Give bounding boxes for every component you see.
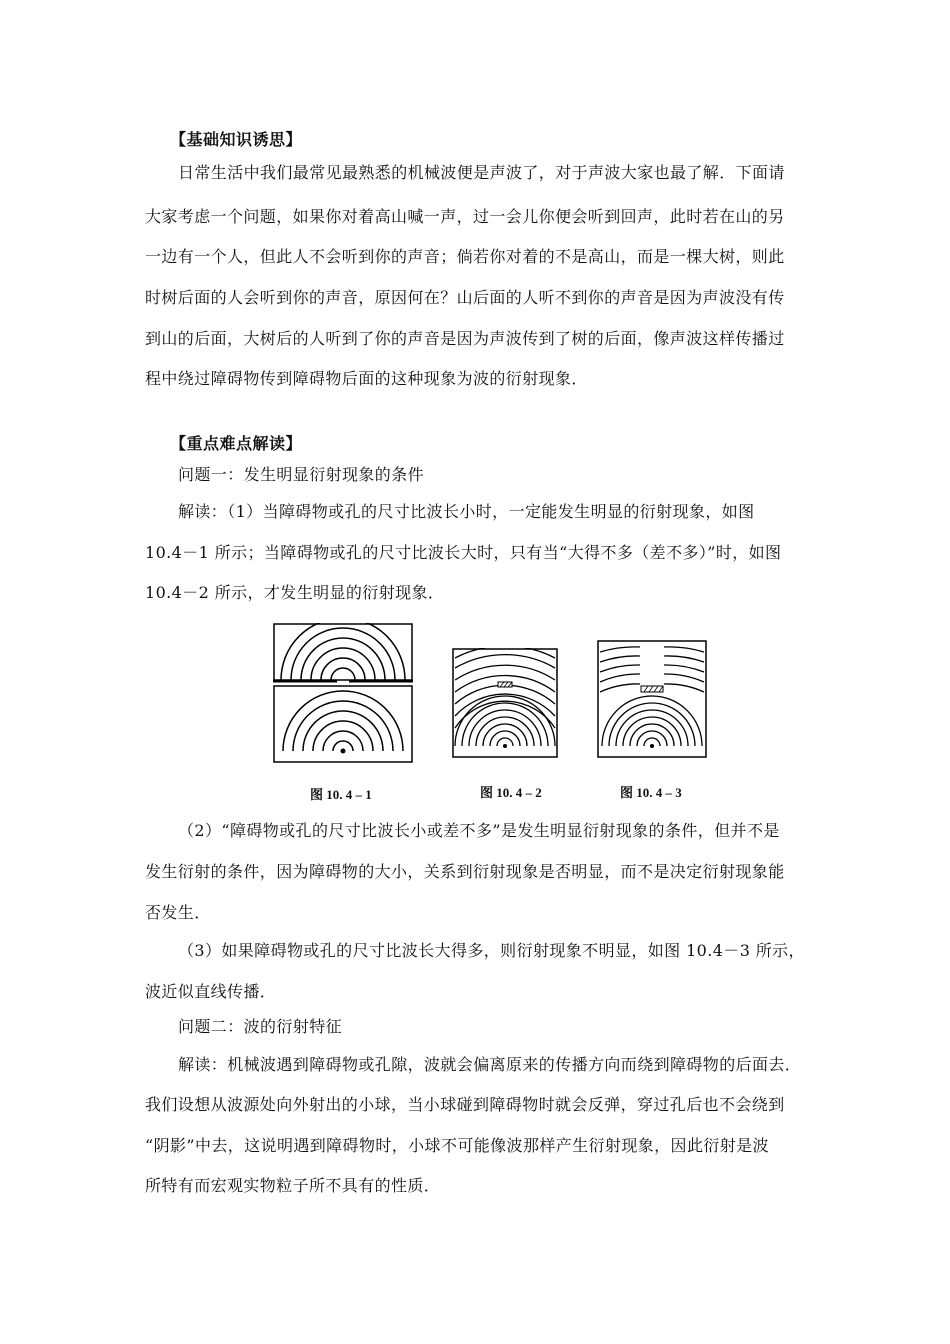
paragraph-line: 程中绕过障碍物传到障碍物后面的这种现象为波的衍射现象． xyxy=(145,369,588,388)
section-heading-basics: 【基础知识诱思】 xyxy=(170,130,303,149)
figure-caption: 图 10. 4 – 3 xyxy=(620,785,682,800)
figure-caption: 图 10. 4 – 1 xyxy=(310,787,372,802)
question-one-title: 问题一：发生明显衍射现象的条件 xyxy=(178,465,425,484)
figure-10-4-1-diagram xyxy=(273,623,413,763)
paragraph-line: 否发生． xyxy=(145,903,211,922)
paragraph-line: 解读：机械波遇到障碍物或孔隙，波就会偏离原来的传播方向而绕到障碍物的后面去． xyxy=(178,1055,802,1074)
paragraph-line: 我们设想从波源处向外射出的小球，当小球碰到障碍物时就会反弹，穿过孔后也不会绕到 xyxy=(145,1095,785,1114)
paragraph-line: （3）如果障碍物或孔的尺寸比波长大得多，则衍射现象不明显，如图 10.4－3 所示， xyxy=(178,941,805,960)
section-heading-key-points: 【重点难点解读】 xyxy=(170,434,303,453)
question-two-title: 问题二：波的衍射特征 xyxy=(178,1017,343,1036)
figure-10-4-2-diagram xyxy=(452,648,558,758)
figure-caption: 图 10. 4 – 2 xyxy=(480,785,542,800)
paragraph-line: 时树后面的人会听到你的声音，原因何在？山后面的人听不到你的声音是因为声波没有传 xyxy=(145,288,785,307)
figure-10-4-3-diagram xyxy=(597,640,707,758)
paragraph-line: 所特有而宏观实物粒子所不具有的性质． xyxy=(145,1176,441,1195)
paragraph-line: 解读：（1）当障碍物或孔的尺寸比波长小时，一定能发生明显的衍射现象，如图 xyxy=(178,502,755,521)
paragraph-line: 波近似直线传播． xyxy=(145,982,277,1001)
paragraph-line: 发生衍射的条件，因为障碍物的大小，关系到衍射现象是否明显，而不是决定衍射现象能 xyxy=(145,862,785,881)
paragraph-line: （2）“障碍物或孔的尺寸比波长小或差不多”是发生明显衍射现象的条件，但并不是 xyxy=(178,821,780,840)
paragraph-line: 日常生活中我们最常见最熟悉的机械波便是声波了，对于声波大家也最了解．下面请 xyxy=(178,163,785,182)
paragraph-line: 10.4－2 所示，才发生明显的衍射现象． xyxy=(145,583,445,602)
figure-group xyxy=(270,620,720,810)
paragraph-line: 10.4－1 所示；当障碍物或孔的尺寸比波长大时，只有当“大得不多（差不多）”时，如图 xyxy=(145,543,782,562)
paragraph-line: 到山的后面，大树后的人听到了你的声音是因为声波传到了树的后面，像声波这样传播过 xyxy=(145,329,785,348)
paragraph-line: 大家考虑一个问题，如果你对着高山喊一声，过一会儿你便会听到回声，此时若在山的另 xyxy=(145,207,785,226)
paragraph-line: “阴影”中去，这说明遇到障碍物时，小球不可能像波那样产生衍射现象，因此衍射是波 xyxy=(145,1136,769,1155)
paragraph-line: 一边有一个人，但此人不会听到你的声音；倘若你对着的不是高山，而是一棵大树，则此 xyxy=(145,247,785,266)
